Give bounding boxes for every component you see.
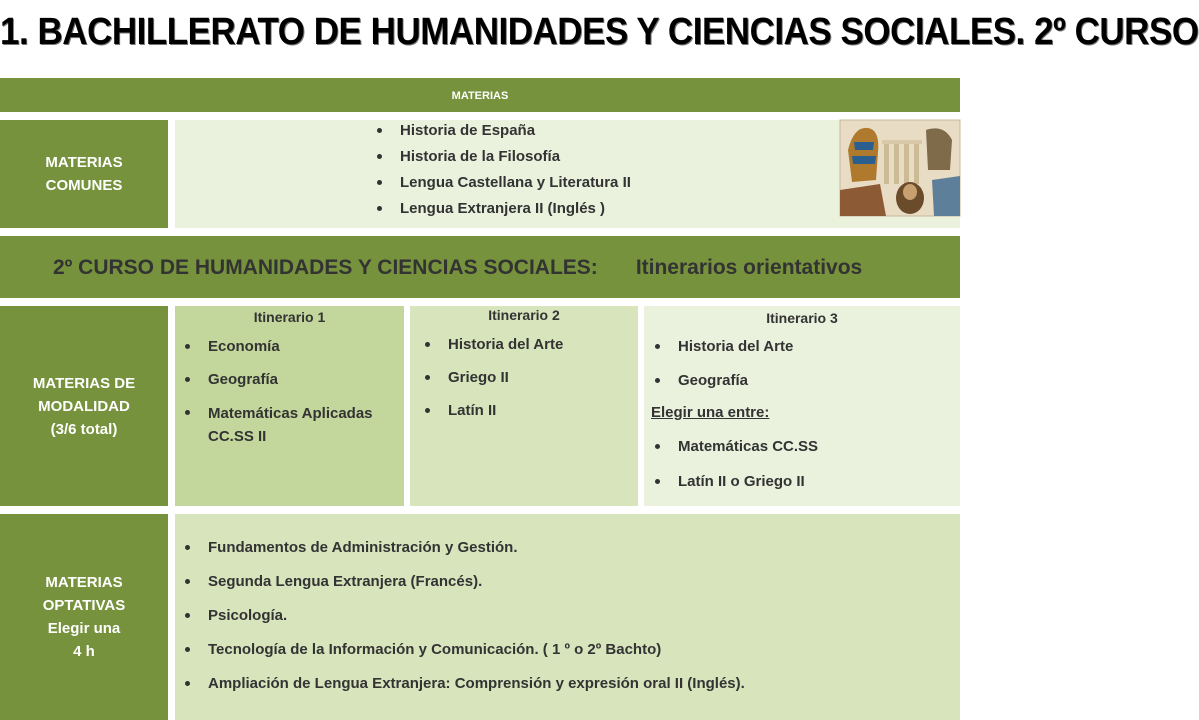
materias-header: MATERIAS [0, 78, 960, 112]
list-item: Matemáticas Aplicadas CC.SS II [208, 402, 398, 448]
banner-title: 2º CURSO DE HUMANIDADES Y CIENCIAS SOCIALES: [53, 256, 598, 279]
list-item: Griego II [448, 367, 633, 388]
optativas-label-line: MATERIAS [45, 574, 123, 591]
list-item: Lengua Castellana y Literatura II [400, 172, 631, 198]
choose-label: Elegir una entre: [651, 404, 770, 421]
list-item: Economía [208, 336, 398, 357]
itinerario-3-title: Itinerario 3 [766, 310, 838, 326]
comunes-label-line: COMUNES [45, 177, 123, 194]
optativas-label-line: 4 h [73, 643, 95, 660]
optativas-label-line: Elegir una [47, 620, 121, 637]
list-item: Historia del Arte [448, 334, 633, 355]
itinerario-3-panel [644, 306, 960, 506]
itinerario-2-panel [410, 306, 638, 506]
modalidad-label [0, 306, 168, 506]
comunes-content [175, 120, 960, 228]
list-item: Fundamentos de Administración y Gestión. [208, 537, 948, 558]
modalidad-label-line: MODALIDAD [38, 397, 130, 415]
page-title: 1. BACHILLERATO DE HUMANIDADES Y CIENCIAS SOCIALES. 2º CURSO [0, 11, 1199, 53]
list-item: Segunda Lengua Extranjera (Francés). [208, 571, 948, 592]
itinerario-1-title: Itinerario 1 [253, 309, 326, 325]
list-item: Psicología. [208, 605, 948, 626]
list-item: Historia del Arte [678, 336, 948, 357]
list-item: Geografía [678, 370, 948, 391]
optativas-label-line: OPTATIVAS [42, 597, 126, 614]
banner-subtitle: Itinerarios orientativos [635, 256, 863, 279]
itinerario-1-panel [175, 306, 404, 506]
list-item: Latín II [448, 400, 633, 421]
list-item: Latín II o Griego II [678, 471, 948, 492]
list-item: Historia de España [400, 120, 631, 146]
comunes-label-line: MATERIAS [45, 154, 123, 171]
list-item: Lengua Extranjera II (Inglés ) [400, 198, 631, 224]
optativas-content [175, 514, 960, 720]
optativas-label [0, 514, 168, 720]
comunes-label [0, 120, 168, 228]
list-item: Ampliación de Lengua Extranjera: Comprensión y expresión oral II (Inglés). [208, 673, 948, 694]
itinerarios-banner [0, 236, 960, 298]
egypt-art-collage-image [840, 120, 960, 216]
modalidad-label-line: MATERIAS DE [32, 374, 136, 392]
list-item: Tecnología de la Información y Comunicación. ( 1 º o 2º Bachto) [208, 639, 948, 660]
list-item: Geografía [208, 369, 398, 390]
itinerario-2-title: Itinerario 2 [488, 307, 560, 323]
list-item: Matemáticas CC.SS [678, 436, 948, 457]
list-item: Historia de la Filosofía [400, 146, 631, 172]
modalidad-label-line: (3/6 total) [50, 420, 118, 438]
